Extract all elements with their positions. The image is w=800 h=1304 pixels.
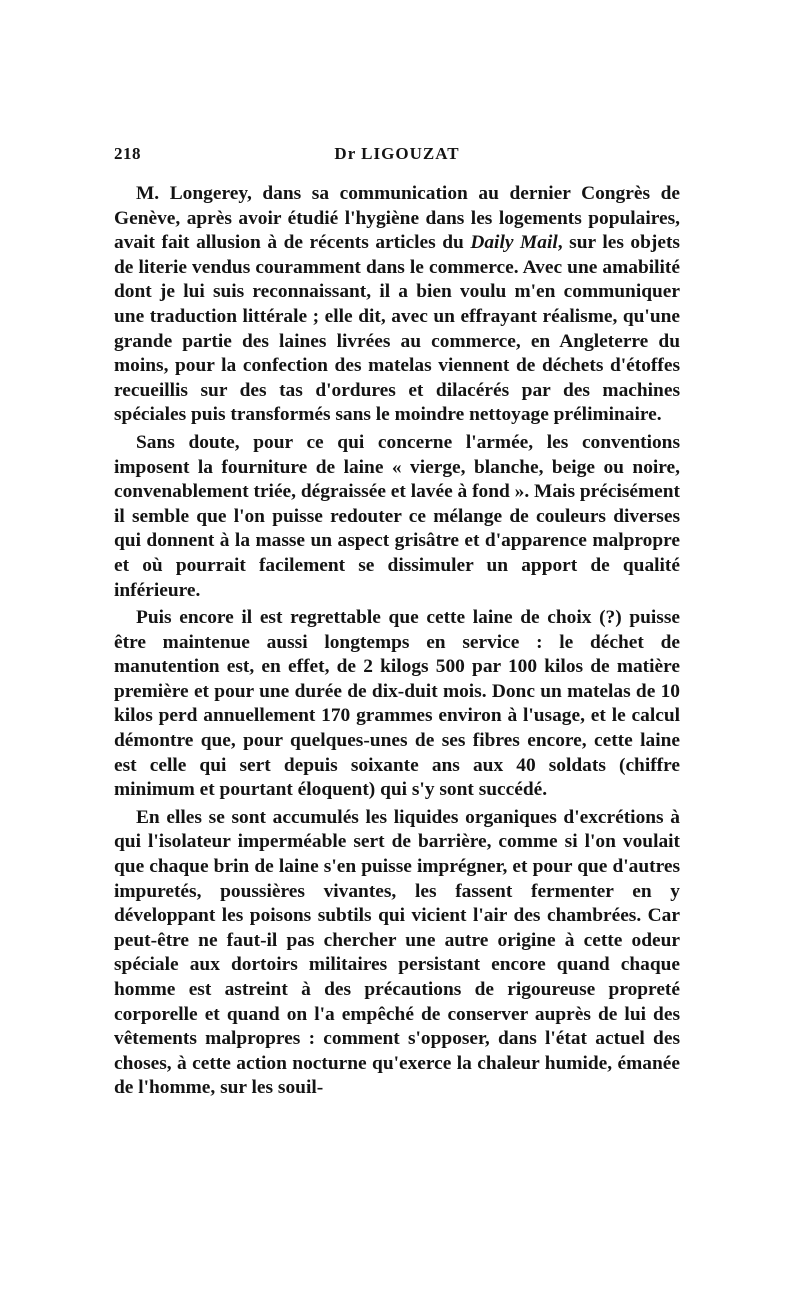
paragraph-1 <box>114 182 680 428</box>
header-author: Dr LIGOUZAT <box>334 144 460 163</box>
paragraph-2: Sans doute, pour ce qui concerne l'armée, les conventions imposent la fourniture de laine « vierge, blanche, beige ou noire, convenablement triée, dégraissée et lavée à fond ». Mais précisément il semble que l'on puisse redouter ce mélange de couleurs diverses qui donnent à la masse un aspect grisâtre et d'apparence malpropre et où pourrait facilement se dissimuler un apport de qualité inférieure. <box>114 431 680 601</box>
paragraph-3: Puis encore il est regrettable que cette laine de choix (?) puisse être maintenue aussi longtemps en service : le déchet de manutention est, en effet, de 2 kilogs 500 par 100 kilos de matière première et pour une durée de dix-duit mois. Donc un matelas de 10 kilos perd annuellement 170 grammes environ à l'usage, et le calcul démontre que, pour quelques-unes de ses fibres encore, cette laine est celle qui sert depuis soixante ans aux 40 soldats (chiffre minimum et pourtant éloquent) qui s'y sont succédé. <box>114 607 680 801</box>
paragraph-1-text-start: M. Longerey, dans sa communication au dernier Congrès de Genève, après avoir étudié l'hygiène dans les logements populaires, avait fait allusion à de récents articles du <box>114 183 680 254</box>
book-page <box>114 144 680 1104</box>
newspaper-title: Daily Mail <box>470 232 558 254</box>
running-head <box>114 144 680 172</box>
body-text <box>114 182 680 1101</box>
paragraph-4: En elles se sont accumulés les liquides organiques d'excrétions à qui l'isolateur imperméable sert de barrière, comme si l'on voulait que chaque brin de laine s'en puisse imprégner, et pour que d'autres impuretés, poussières vivantes, les fassent fermenter en y développant les poisons subtils qui vicient l'air des chambrées. Car peut-être ne faut-il pas chercher une autre origine à cette odeur spéciale aux dortoirs militaires persistant encore quand chaque homme est astreint à des précautions de rigoureuse propreté corporelle et quand on l'a empêché de conserver auprès de lui des vêtements malpropres : comment s'opposer, dans l'état actuel des choses, à cette action nocturne qu'exerce la chaleur humide, émanée de l'homme, sur les souil- <box>114 806 680 1099</box>
paragraph-1-text-end: , sur les objets de literie vendus couramment dans le commerce. Avec une amabilité dont je lui suis reconnaissant, il a bien voulu m'en communiquer une traduction littérale ; elle dit, avec un effrayant réalisme, qu'une grande partie des laines livrées au commerce, en Angleterre du moins, pour la confection des matelas viennent de déchets d'étoffes recueillis sur des tas d'ordures et dilacérés par des machines spéciales puis transformés sans le moindre nettoyage préliminaire. <box>114 232 680 426</box>
page-number: 218 <box>114 144 141 163</box>
